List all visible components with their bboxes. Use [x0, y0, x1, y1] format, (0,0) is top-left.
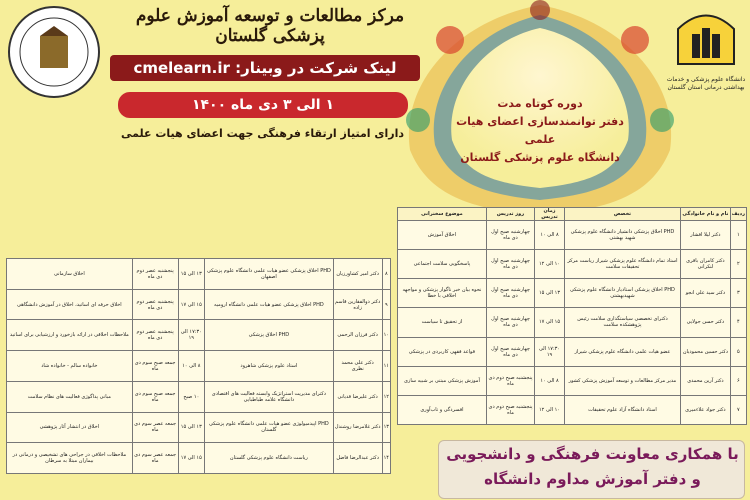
- table-row: [7, 259, 391, 290]
- webinar-link-box[interactable]: [110, 55, 420, 81]
- table-row: [7, 412, 391, 443]
- cell-time: ۱۳ الی ۱۵: [178, 412, 205, 443]
- cell-idx: ۲: [730, 250, 746, 279]
- cell-idx: ۱۳: [382, 412, 390, 443]
- table-row: [398, 279, 747, 308]
- cell-spec: استاد تمام دانشگاه علوم پزشکی شیراز ریاست مرکز تحقیقات سلامت: [564, 250, 680, 279]
- cell-name: دکتر حسن جولایی: [681, 308, 731, 337]
- cell-spec: دکترای مدیریت استراتژیک وابسته فعالیت های اقتصادی دانشگاه علامه طباطبایی: [205, 381, 334, 412]
- page-title: مرکز مطالعات و توسعه آموزش علوم پزشکی گلستان: [135, 6, 405, 46]
- table-row: [7, 351, 391, 382]
- cell-time: ۱۰ الی ۱۲: [535, 250, 565, 279]
- cell-topic: پاسخگویی سلامت اجتماعی: [398, 250, 487, 279]
- cell-day: پنجشنبه عصر دوم دی ماه: [132, 259, 178, 290]
- table-row: [398, 395, 747, 424]
- university-logo: [668, 4, 744, 76]
- cell-idx: ۹: [382, 289, 390, 320]
- cell-spec: ریاست دانشگاه علوم پزشکی گلستان: [205, 443, 334, 474]
- webinar-link-url[interactable]: cmelearn.ir: [133, 59, 230, 77]
- cell-idx: ۷: [730, 395, 746, 424]
- table-row: [398, 337, 747, 366]
- cell-topic: از تحقیق تا سیاست: [398, 308, 487, 337]
- cell-time: ۱۵ الی ۱۷: [178, 443, 205, 474]
- cell-idx: ۶: [730, 366, 746, 395]
- course-line-3: دانشگاه علوم پزشکی گلستان: [460, 151, 620, 164]
- cell-day: جمعه عصر سوم دی ماه: [132, 443, 178, 474]
- cell-time: ۸ الی ۱۰: [178, 351, 205, 382]
- cell-time: ۱۵ الی ۱۷: [535, 308, 565, 337]
- cell-idx: ۱۰: [382, 320, 390, 351]
- cell-topic: اخلاق آموزش: [398, 221, 487, 250]
- cell-time: ۱۰ صبح: [178, 381, 205, 412]
- course-title: [455, 95, 625, 167]
- cell-name: دکتر عبدالرضا فاضل: [333, 443, 382, 474]
- table-row: [398, 308, 747, 337]
- cell-day: چهارشنبه صبح اول دی ماه: [486, 308, 534, 337]
- cell-topic: نحوه بیان خبر ناگوار پزشکی و مواجهه اخلاقی با خطا: [398, 279, 487, 308]
- cell-time: ۸ الی ۱۰: [535, 221, 565, 250]
- schedule-table-left: [6, 258, 391, 474]
- university-name: دانشگاه علوم پزشکی و خدمات بهداشتی درمانی استان گلستان: [666, 76, 746, 91]
- cell-day: پنجشنبه صبح دوم دی ماه: [486, 366, 534, 395]
- cell-name: دکتر جواد علاءمیری: [681, 395, 731, 424]
- cell-name: دکتر آرین محمدی: [681, 366, 731, 395]
- cell-topic: افسردگی و تاب‌آوری: [398, 395, 487, 424]
- cell-day: پنجشنبه عصر دوم دی ماه: [132, 320, 178, 351]
- cell-name: دکتر غلامرضا روشندل: [333, 412, 382, 443]
- table-row: [7, 381, 391, 412]
- cell-time: ۱۷:۳۰ الی ۱۹: [535, 337, 565, 366]
- cell-topic: اخلاق سازمانی: [7, 259, 133, 290]
- cell-idx: ۱: [730, 221, 746, 250]
- table-row: [7, 289, 391, 320]
- cell-topic: ملاحظات اخلاقی در جراحی های تشخیصی و درمانی در بیماران مبتلا به سرطان: [7, 443, 133, 474]
- banner-line-1: با همکاری معاونت فرهنگی و دانشجویی: [446, 445, 739, 463]
- cell-spec: دکترای تخصصی سیاستگذاری سلامت رئیس پژوهشکده سلامت: [564, 308, 680, 337]
- cell-spec: PHD اخلاق پزشکی دانشیار دانشگاه علوم پزشکی شهید بهشتی: [564, 221, 680, 250]
- cell-name: دکتر حسین محمودیان: [681, 337, 731, 366]
- col-spec: تخصص: [564, 208, 680, 221]
- cell-idx: ۱۴: [382, 443, 390, 474]
- cell-day: پنجشنبه صبح دوم دی ماه: [486, 395, 534, 424]
- cell-topic: اخلاق حرفه ای اساتید، اخلاق در آموزش دانشگاهی: [7, 289, 133, 320]
- webinar-link-label: لینک شرکت در وبینار:: [235, 59, 397, 77]
- cell-name: دکتر فرزان الرحمی: [333, 320, 382, 351]
- cell-idx: ۴: [730, 308, 746, 337]
- cell-time: ۱۳ الی ۱۵: [178, 259, 205, 290]
- cell-idx: ۳: [730, 279, 746, 308]
- cell-idx: ۱۲: [382, 381, 390, 412]
- cell-idx: ۸: [382, 259, 390, 290]
- credit-note: دارای امتیاز ارتقاء فرهنگی جهت اعضای هیات علمی: [120, 127, 404, 140]
- cell-spec: عضو هیات علمی دانشگاه علوم پزشکی شیراز: [564, 337, 680, 366]
- cell-spec: PHD اخلاق پزشکی استادیار دانشگاه علوم پزشکی شهیدبهشتی: [564, 279, 680, 308]
- cell-day: جمعه صبح سوم دی ماه: [132, 381, 178, 412]
- col-time: زمان تدریس: [535, 208, 565, 221]
- cell-name: دکتر سید علی انجو: [681, 279, 731, 308]
- cell-day: چهارشنبه صبح اول دی ماه: [486, 337, 534, 366]
- center-seal-logo: [6, 4, 102, 100]
- cell-idx: ۱۱: [382, 351, 390, 382]
- cell-time: ۱۵ الی ۱۷: [178, 289, 205, 320]
- col-day: روز تدریس: [486, 208, 534, 221]
- cell-day: پنجشنبه عصر دوم دی ماه: [132, 289, 178, 320]
- cell-name: دکتر لیلا افشار: [681, 221, 731, 250]
- cell-day: جمعه عصر سوم دی ماه: [132, 412, 178, 443]
- cell-time: ۱۳ الی ۱۵: [535, 279, 565, 308]
- table-row: [7, 443, 391, 474]
- cell-day: چهارشنبه صبح اول دی ماه: [486, 279, 534, 308]
- cell-topic: اخلاق در انتشار آثار پژوهشی: [7, 412, 133, 443]
- cell-spec: PHD اخلاق پزشکی عضو هیات علمی دانشگاه علوم پزشکی اصفهان: [205, 259, 334, 290]
- cell-topic: قواعد فقهی کاربردی در پزشکی: [398, 337, 487, 366]
- course-line-2: دفتر توانمندسازی اعضای هیات علمی: [456, 115, 624, 146]
- cell-spec: PHD اخلاق پزشکی: [205, 320, 334, 351]
- banner-line-2: و دفتر آموزش مداوم دانشگاه: [484, 470, 701, 488]
- table-row: [398, 250, 747, 279]
- cell-time: ۸ الی ۱۰: [535, 366, 565, 395]
- cell-spec: PHD اخلاق پزشکی عضو هیات علمی دانشگاه ارومیه: [205, 289, 334, 320]
- cell-name: دکتر امیر کشاورزیان: [333, 259, 382, 290]
- cell-spec: مدیر مرکز مطالعات و توسعه آموزش پزشکی کشور: [564, 366, 680, 395]
- cell-topic: آموزش پزشکی مبتنی بر شبیه سازی: [398, 366, 487, 395]
- table-header-row: [398, 208, 747, 221]
- cell-idx: ۵: [730, 337, 746, 366]
- schedule-table-right: [397, 207, 747, 425]
- table-row: [398, 221, 747, 250]
- cell-time: ۱۷:۳۰ الی ۱۹: [178, 320, 205, 351]
- table-row: [398, 366, 747, 395]
- cell-time: ۱۰ الی ۱۲: [535, 395, 565, 424]
- cell-topic: ملاحظات اخلاقی در ارائه بازخورد و ارزشیابی برای اساتید: [7, 320, 133, 351]
- col-topic: موضوع سخنرانی: [398, 208, 487, 221]
- col-index: ردیف: [730, 208, 746, 221]
- cell-topic: مبانی پداگوژی فعالیت های نظام سلامت: [7, 381, 133, 412]
- cell-name: دکتر ذوالفقارین قاسم زاده: [333, 289, 382, 320]
- cell-spec: PHD اپیدمیولوژی عضو هیات علمی دانشگاه علوم پزشکی گلستان: [205, 412, 334, 443]
- date-badge: ۱ الی ۳ دی ماه ۱۴۰۰: [118, 92, 408, 118]
- cell-spec: استاد دانشگاه آزاد علوم تحقیقات: [564, 395, 680, 424]
- cell-day: چهارشنبه صبح اول دی ماه: [486, 221, 534, 250]
- course-line-1: دوره کوتاه مدت: [497, 97, 583, 110]
- cell-name: دکتر کامران باقری لنکرانی: [681, 250, 731, 279]
- cell-day: جمعه صبح سوم دی ماه: [132, 351, 178, 382]
- col-name: نام و نام خانوادگی: [681, 208, 731, 221]
- cell-topic: خانواده سالم - خانواده شاد: [7, 351, 133, 382]
- cell-name: دکتر علی محمد نظری: [333, 351, 382, 382]
- cell-spec: استاد علوم پزشکی شاهرود: [205, 351, 334, 382]
- cell-name: دکتر علیرضا قدیانی: [333, 381, 382, 412]
- cell-day: چهارشنبه صبح اول دی ماه: [486, 250, 534, 279]
- table-row: [7, 320, 391, 351]
